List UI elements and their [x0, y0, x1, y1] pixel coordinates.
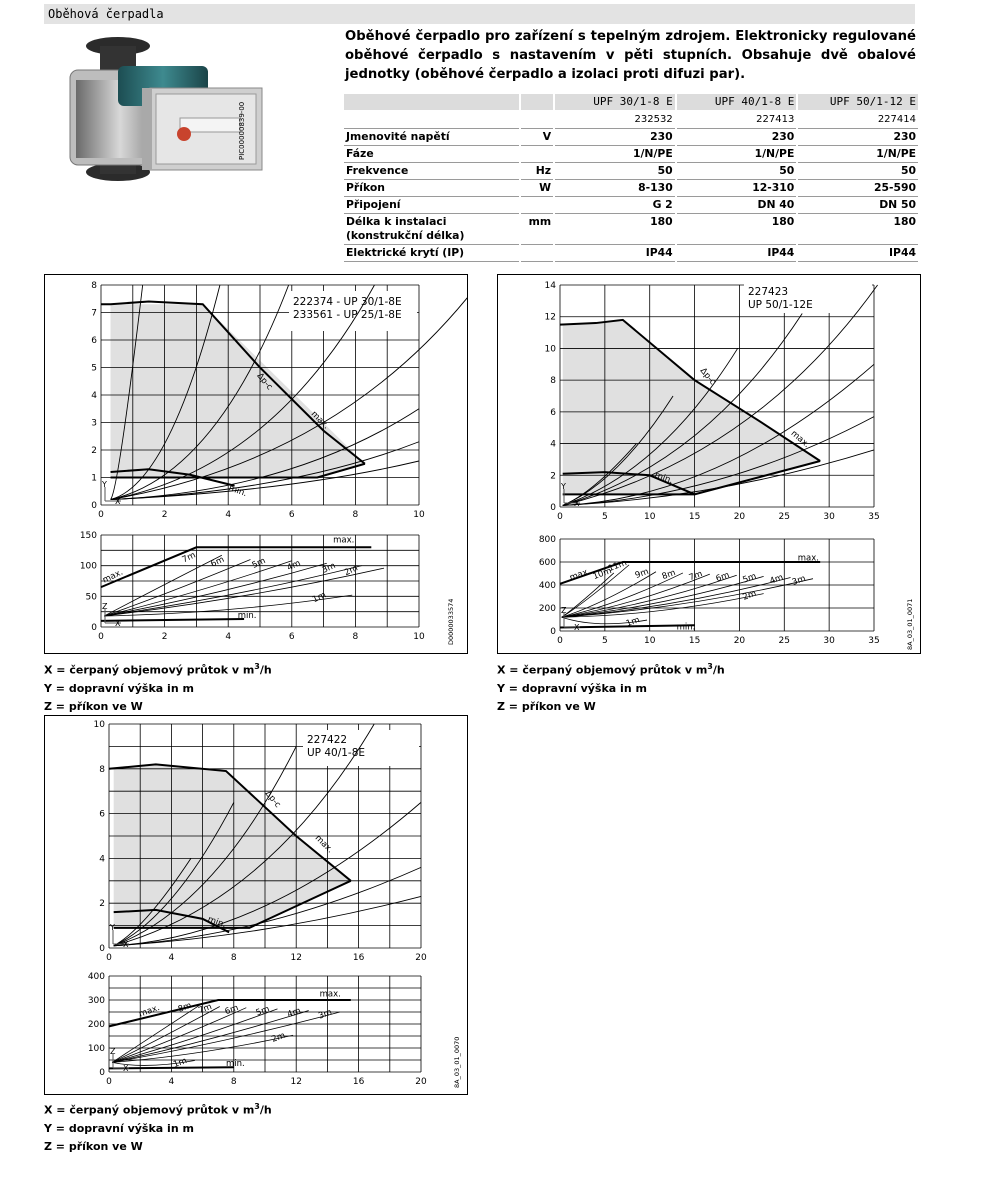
y-tick-label: 600: [538, 558, 556, 568]
y-tick-label: 8: [99, 764, 105, 775]
x-tick-label: 4: [168, 1077, 175, 1087]
max-label: max.: [788, 428, 812, 451]
y-tick-label: 400: [538, 581, 556, 591]
legend-c3: [44, 1098, 272, 1156]
spec-row-unit: [520, 197, 554, 214]
power-min-label: min.: [676, 622, 696, 633]
power-curve-label: 7m: [180, 550, 198, 566]
x-tick-label: 16: [352, 1077, 365, 1087]
x-tick-label: 15: [688, 636, 701, 646]
x-tick-label: 12: [290, 953, 302, 963]
spec-row-value: 180: [797, 214, 918, 245]
y-tick-label: 100: [79, 561, 97, 572]
x-tick-label: 6: [288, 632, 295, 642]
y-tick-label: 2: [91, 446, 97, 456]
spec-row-value: 1/N/PE: [797, 146, 918, 163]
power-curve-label: 11m: [606, 558, 629, 575]
y-tick-label: 7: [91, 308, 97, 319]
spec-row-value: 25-590: [797, 180, 918, 197]
power-curve-label: 5m: [250, 555, 268, 571]
x-tick-label: 15: [688, 512, 701, 522]
spec-table: [344, 94, 918, 262]
spec-row-value: 12-310: [676, 180, 798, 197]
power-min-curve: [101, 619, 244, 621]
power-curve-label: 6m: [223, 1003, 240, 1018]
y-tick-label: 8: [91, 281, 97, 291]
max-label: max.: [312, 833, 335, 856]
spec-row: [344, 129, 918, 146]
power-curve-label: 5m: [741, 571, 758, 586]
spec-row-value: 230: [676, 129, 798, 146]
x-tick-label: 8: [230, 953, 237, 963]
y-tick-label: 0: [91, 623, 97, 633]
power-curve-label: 1m: [311, 590, 328, 606]
axis-x-letter: X: [115, 619, 121, 628]
chart-title-line: 222374 - UP 30/1-8E: [293, 296, 402, 308]
legend-y: Y = dopravní výška in m: [44, 1121, 194, 1135]
spec-row-value: IP44: [554, 245, 676, 262]
power-curve-label: 4m: [768, 572, 785, 587]
spec-row: [344, 146, 918, 163]
power-curve: [562, 574, 710, 617]
y-tick-label: 5: [91, 363, 97, 374]
spec-row: [344, 214, 918, 245]
spec-row-unit: [520, 146, 554, 163]
x-tick-label: 0: [98, 632, 104, 642]
min-label: min.: [227, 483, 249, 500]
y-tick-label: 2: [550, 471, 556, 482]
spec-header-row: [344, 94, 918, 111]
y-tick-label: 300: [87, 996, 105, 1006]
x-tick-label: 25: [778, 512, 791, 522]
x-tick-label: 30: [823, 636, 835, 646]
y-tick-label: 50: [85, 592, 97, 603]
axis-x-letter: X: [115, 497, 121, 506]
dpc-label: Δp-c: [697, 366, 718, 388]
pump-illustration: [60, 30, 310, 215]
power-max-label: max.: [137, 1002, 162, 1020]
dpc-label: Δp-c: [262, 788, 283, 810]
power-curve-label: 3m: [320, 560, 338, 576]
x-tick-label: 4: [225, 632, 232, 642]
x-tick-label: 0: [557, 512, 563, 522]
x-tick-label: 4: [225, 510, 232, 520]
axis-z-letter: Z: [110, 1047, 116, 1056]
y-tick-label: 4: [550, 439, 556, 450]
x-tick-label: 10: [413, 632, 425, 642]
chart-up30: [44, 274, 468, 654]
power-curve-label: 7m: [687, 569, 704, 584]
power-max-label-right: max.: [333, 535, 355, 546]
y-tick-label: 800: [538, 535, 556, 545]
x-tick-label: 10: [643, 636, 656, 646]
x-tick-label: 2: [161, 632, 168, 642]
power-curve-label: 2m: [270, 1030, 287, 1045]
spec-row-unit: [520, 245, 554, 262]
legend-c2: [497, 658, 725, 716]
spec-row-value: DN 40: [676, 197, 798, 214]
legend-x: X = čerpaný objemový průtok v $m^3/h$: [497, 662, 725, 677]
spec-row-value: 230: [797, 129, 918, 146]
chart-title-line: 227422: [307, 734, 348, 746]
power-curve-label: 3m: [317, 1007, 334, 1022]
y-tick-label: 150: [79, 531, 97, 541]
y-tick-label: 10: [93, 720, 105, 730]
max-label: max.: [308, 409, 331, 432]
y-tick-label: 4: [99, 854, 105, 865]
spec-row-value: 50: [797, 163, 918, 180]
chart-up40-svg: [45, 716, 467, 1094]
min-label: min.: [653, 470, 675, 487]
spec-row-unit: Hz: [520, 163, 554, 180]
spec-row-value: 180: [554, 214, 676, 245]
spec-column-2: UPF 50/1-12 E: [797, 94, 918, 111]
x-tick-label: 5: [601, 636, 608, 646]
chart-title-line: UP 40/1-8E: [307, 747, 366, 759]
power-curve-label: 4m: [285, 558, 303, 574]
spec-row-value: 50: [554, 163, 676, 180]
y-tick-label: 400: [87, 972, 105, 982]
power-curve-label: 1m: [172, 1055, 189, 1071]
x-tick-label: 5: [601, 512, 608, 522]
power-curve-label: 7m: [197, 1001, 214, 1017]
power-max-label: max.: [568, 566, 592, 584]
chart-up40: [44, 715, 468, 1095]
power-curve-label: 3m: [790, 573, 808, 588]
x-tick-label: 4: [168, 953, 175, 963]
y-tick-label: 0: [99, 944, 105, 954]
axis-y-letter: Y: [561, 482, 566, 491]
legend-x: X = čerpaný objemový průtok v $m^3/h$: [44, 1102, 272, 1117]
spec-row-value: IP44: [797, 245, 918, 262]
chart-title-line: UP 50/1-12E: [748, 299, 813, 311]
x-tick-label: 20: [733, 636, 746, 646]
x-tick-label: 8: [352, 510, 359, 520]
spec-row: [344, 197, 918, 214]
power-curve-label: 6m: [714, 570, 731, 585]
legend-y: Y = dopravní výška in m: [44, 681, 194, 695]
y-tick-label: 200: [87, 1020, 105, 1030]
power-curve-label: 5m: [254, 1004, 272, 1019]
spec-row-value: 8-130: [554, 180, 676, 197]
axis-x-letter: X: [123, 1064, 129, 1073]
spec-column-0: UPF 30/1-8 E: [554, 94, 676, 111]
power-curve-label: 9m: [633, 566, 651, 581]
spec-row-unit: W: [520, 180, 554, 197]
chart-up30-svg: [45, 275, 467, 653]
y-tick-label: 12: [544, 312, 556, 323]
x-tick-label: 8: [230, 1077, 237, 1087]
legend-c1: [44, 658, 272, 716]
power-curve-label: 8m: [176, 1000, 194, 1015]
power-curve-label: 4m: [286, 1006, 303, 1021]
y-tick-label: 0: [550, 627, 556, 637]
y-tick-label: 1: [91, 473, 97, 484]
x-tick-label: 20: [415, 953, 427, 963]
spec-row-value: 1/N/PE: [554, 146, 676, 163]
y-tick-label: 200: [538, 604, 556, 614]
x-tick-label: 10: [643, 512, 656, 522]
x-tick-label: 25: [778, 636, 791, 646]
x-tick-label: 8: [352, 632, 359, 642]
x-tick-label: 10: [413, 510, 425, 520]
legend-z: Z = příkon ve W: [497, 699, 596, 713]
spec-row-value: 230: [554, 129, 676, 146]
spec-column-1: UPF 40/1-8 E: [676, 94, 798, 111]
axis-z-letter: Z: [561, 606, 567, 615]
y-tick-label: 8: [550, 376, 556, 387]
x-tick-label: 0: [106, 1077, 112, 1087]
axis-z-letter: Z: [102, 602, 108, 611]
spec-row-label: Připojení: [344, 197, 520, 214]
spec-header-unit: [520, 94, 554, 111]
spec-row-label: Fáze: [344, 146, 520, 163]
legend-y: Y = dopravní výška in m: [497, 681, 647, 695]
y-tick-label: 6: [99, 809, 105, 820]
x-tick-label: 0: [557, 636, 563, 646]
spec-code-2: 227414: [797, 111, 918, 129]
power-curve-label: 2m: [741, 588, 758, 603]
y-tick-label: 0: [99, 1068, 105, 1078]
spec-row-unit: mm: [520, 214, 554, 245]
x-tick-label: 6: [288, 510, 295, 520]
axis-x-letter: X: [574, 499, 580, 508]
spec-row: [344, 245, 918, 262]
spec-header-blank: [344, 94, 520, 111]
operating-area: [563, 320, 820, 494]
chart-up50-svg: [498, 275, 920, 653]
spec-row-value: IP44: [676, 245, 798, 262]
power-max-label-right: max.: [319, 989, 341, 1000]
y-tick-label: 6: [550, 407, 556, 418]
y-tick-label: 10: [544, 344, 556, 355]
power-min-label: min.: [237, 610, 257, 621]
chart-code: 8A_03_01_0070: [453, 1036, 461, 1088]
legend-z: Z = příkon ve W: [44, 699, 143, 713]
spec-code-0: 232532: [554, 111, 676, 129]
axis-y-letter: Y: [110, 923, 115, 932]
spec-row-value: 50: [676, 163, 798, 180]
power-curve-label: 10m: [591, 566, 614, 583]
spec-code-row: [344, 111, 918, 129]
spec-row-label: Jmenovité napětí: [344, 129, 520, 146]
axis-y-letter: Y: [102, 480, 107, 489]
legend-z: Z = příkon ve W: [44, 1139, 143, 1153]
x-tick-label: 0: [98, 510, 104, 520]
chart-code: 8A_03_01_0071: [906, 598, 914, 650]
spec-row: [344, 180, 918, 197]
image-code: PIC00000839-00: [238, 101, 246, 160]
min-label: min.: [206, 914, 228, 931]
x-tick-label: 30: [823, 512, 835, 522]
x-tick-label: 35: [868, 512, 880, 522]
y-tick-label: 4: [91, 391, 97, 401]
spec-row-label: Příkon: [344, 180, 520, 197]
x-tick-label: 35: [868, 636, 880, 646]
x-tick-label: 20: [733, 512, 746, 522]
intro-text: Oběhové čerpadlo pro zařízení s tepelným zdrojem. Elektronicky regulované oběhové čerpadlo s nastavením v pěti stupních. Obsahuje dvě obalové jednotky (oběhové čerpadlo a izolaci proti difuzi par).: [345, 29, 916, 82]
y-tick-label: 0: [91, 501, 97, 511]
axis-x-letter: X: [123, 940, 129, 949]
y-tick-label: 14: [544, 281, 556, 291]
spec-code-blank: [344, 111, 520, 129]
x-tick-label: 12: [290, 1077, 302, 1087]
power-curve-label: 1m: [624, 615, 642, 630]
power-max-label: max.: [101, 567, 125, 586]
spec-code-1: 227413: [676, 111, 798, 129]
spec-row-value: DN 50: [797, 197, 918, 214]
y-tick-label: 6: [91, 336, 97, 346]
y-tick-label: 2: [99, 899, 105, 910]
spec-code-unit: [520, 111, 554, 129]
power-max-label-right: max.: [797, 553, 819, 564]
chart-code: D0000033574: [447, 598, 455, 645]
x-tick-label: 2: [161, 510, 168, 520]
spec-row-label: Frekvence: [344, 163, 520, 180]
power-min-label: min.: [226, 1059, 245, 1069]
y-tick-label: 3: [91, 418, 97, 429]
spec-row-label: Elektrické krytí (IP): [344, 245, 520, 262]
spec-row-value: 1/N/PE: [676, 146, 798, 163]
section-title: Oběhová čerpadla: [44, 4, 915, 24]
y-tick-label: 0: [550, 503, 556, 513]
chart-title-line: 227423: [748, 286, 789, 298]
x-tick-label: 16: [352, 953, 365, 963]
power-curve-label: 8m: [660, 567, 678, 583]
dpc-label: Δp-c: [254, 371, 275, 393]
axis-x-letter: X: [574, 623, 580, 632]
chart-title-line: 233561 - UP 25/1-8E: [293, 309, 402, 321]
power-curve-label: 6m: [209, 554, 226, 570]
x-tick-label: 0: [106, 953, 112, 963]
power-curve-label: 2m: [342, 563, 360, 579]
spec-row: [344, 163, 918, 180]
x-tick-label: 20: [415, 1077, 427, 1087]
spec-row-value: 180: [676, 214, 798, 245]
chart-up50: [497, 274, 921, 654]
y-tick-label: 100: [87, 1044, 105, 1054]
spec-row-value: G 2: [554, 197, 676, 214]
legend-x: X = čerpaný objemový průtok v $m^3/h$: [44, 662, 272, 677]
spec-row-unit: V: [520, 129, 554, 146]
spec-row-label: Délka k instalaci (konstrukční délka): [344, 214, 520, 245]
